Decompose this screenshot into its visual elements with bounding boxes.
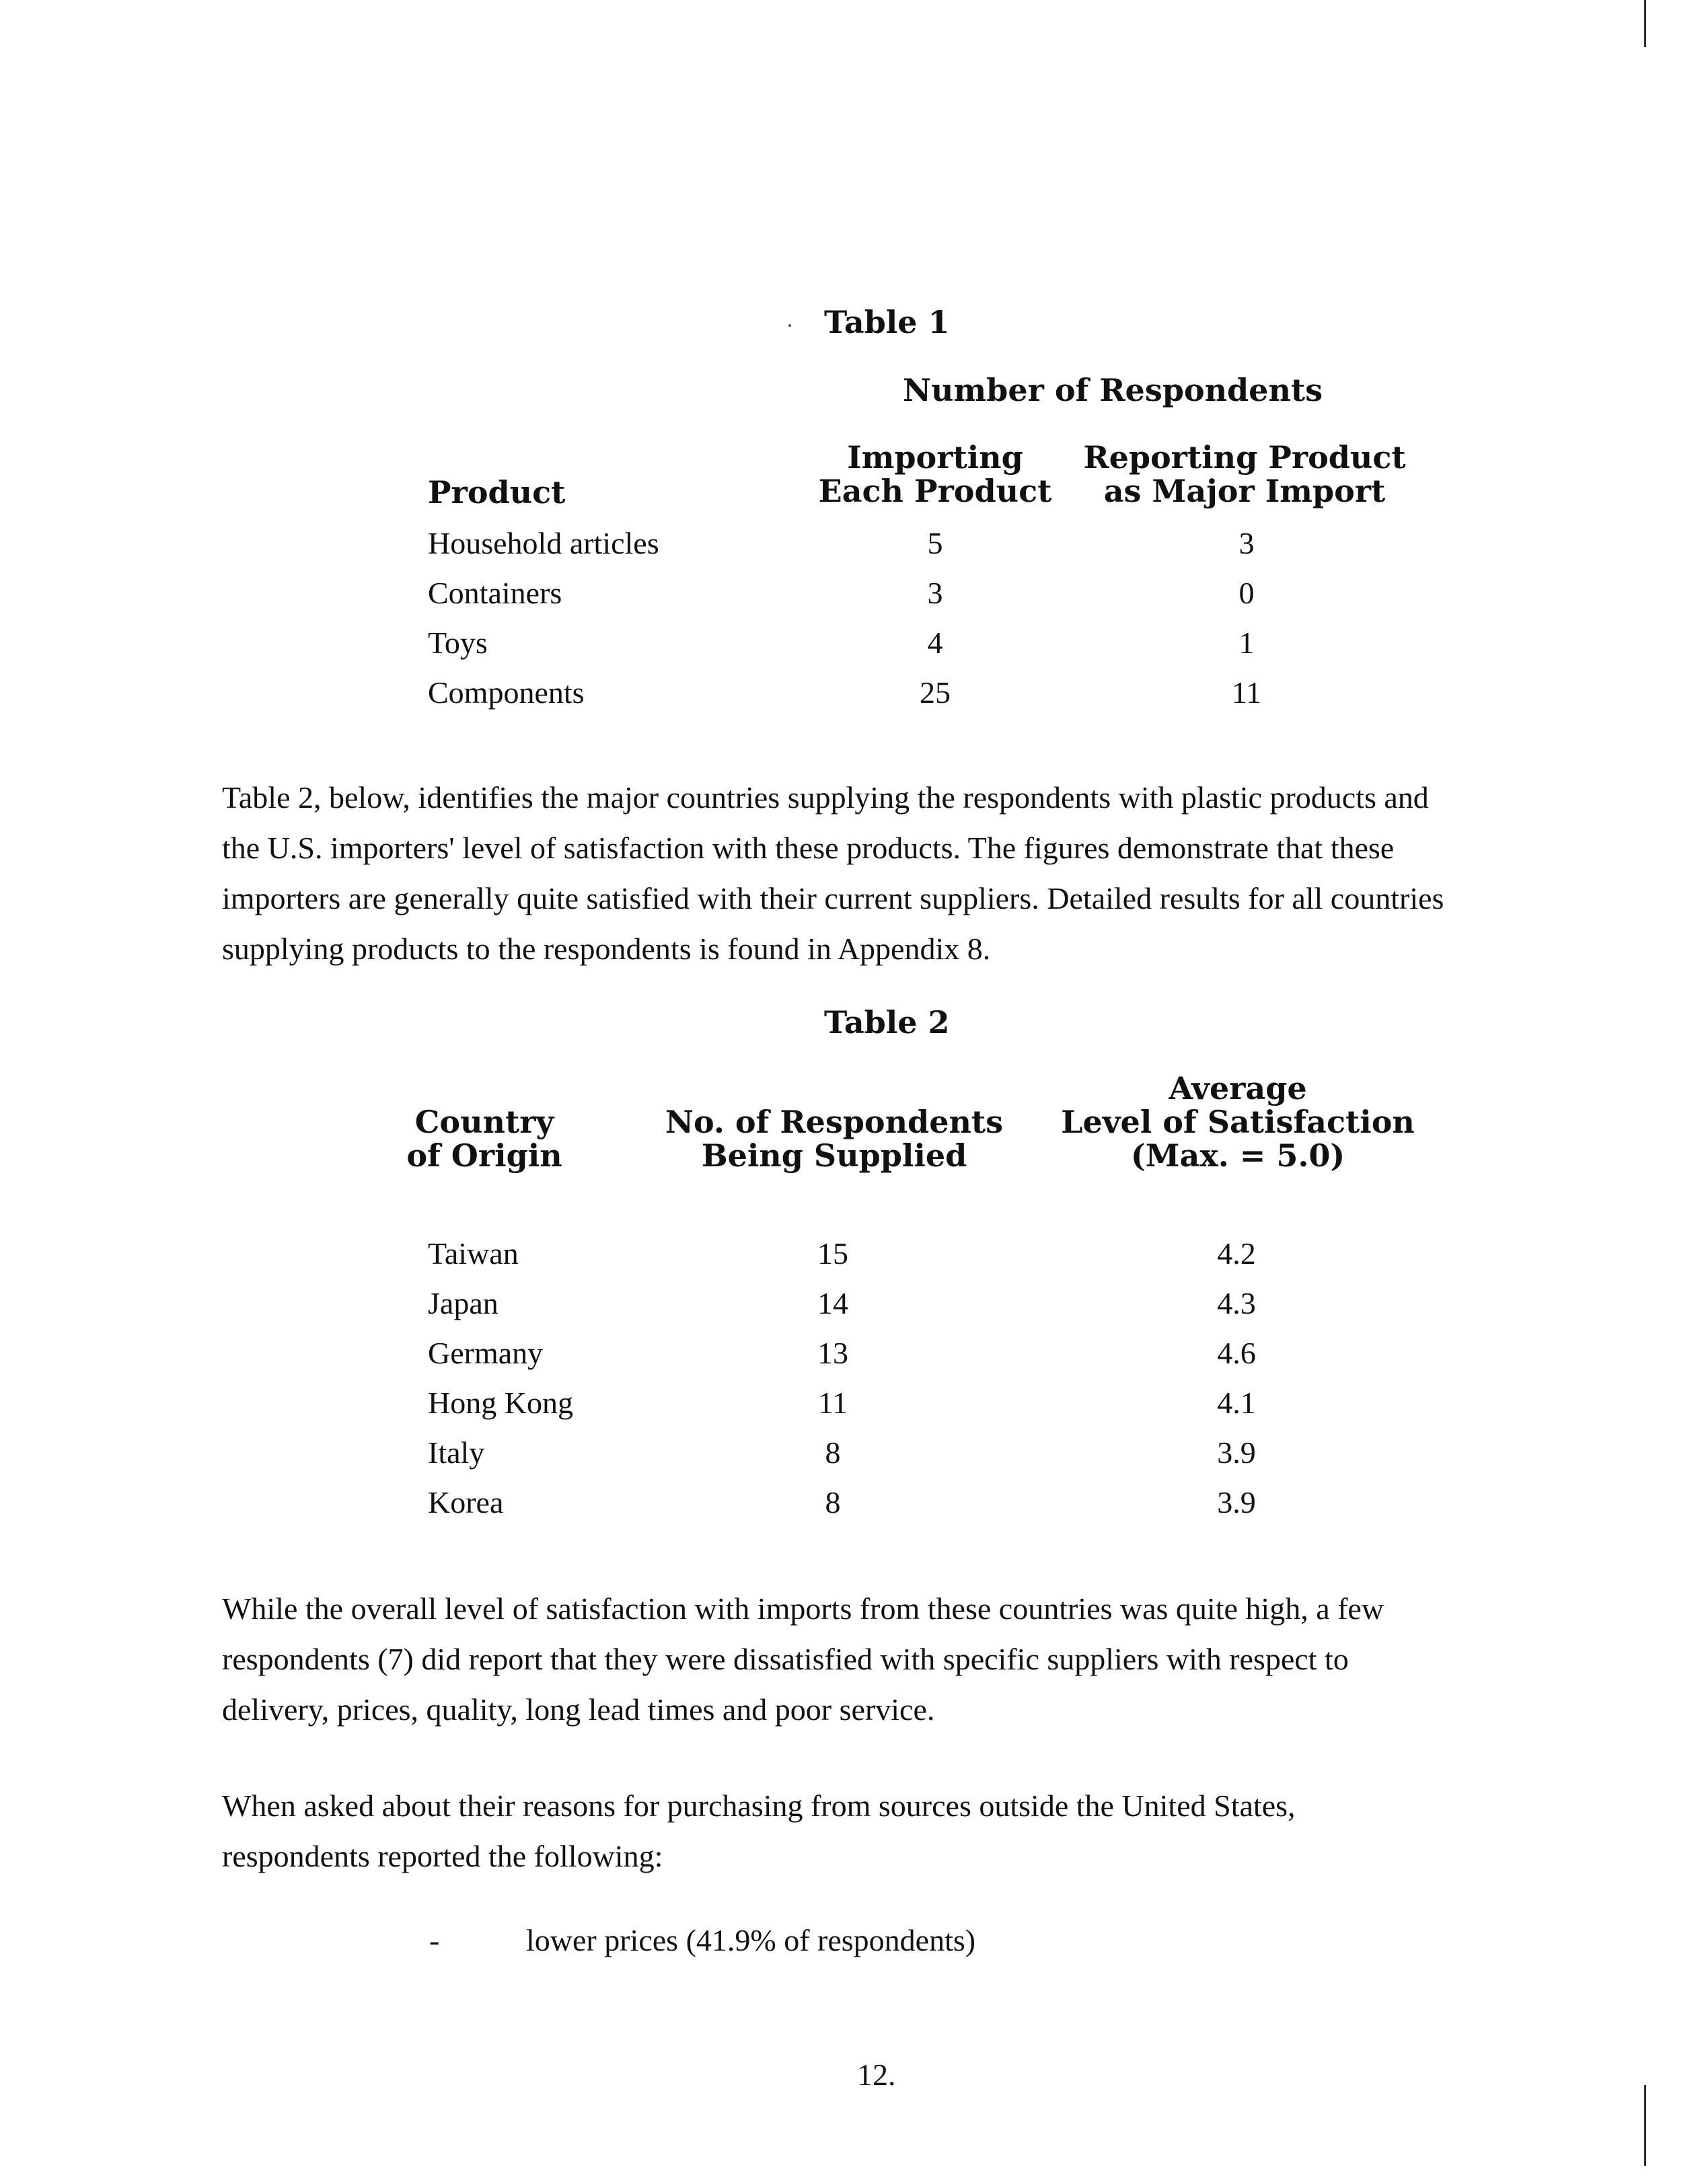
table2-country-cell: Japan [428,1286,498,1320]
paragraph-dissatisfaction [222,1583,1541,1735]
table1-product-cell: Toys [428,626,488,660]
page-number: 12. [857,2058,896,2092]
table2-satisfaction-cell: 4.2 [1217,1236,1256,1271]
table1-importing-cell: 5 [927,526,943,560]
table2-title: Table 2 [824,1004,950,1041]
paragraph-line: importers are generally quite satisfied with their current suppliers. Detailed results for all countries [222,881,1444,915]
table2-header-satisfaction-line1: Average [1169,1070,1307,1106]
table2-country-cell: Taiwan [428,1236,519,1271]
table1-header-importing-line1: Importing [847,439,1023,476]
table2-satisfaction-cell: 3.9 [1217,1485,1256,1519]
table2-respondents-cell: 11 [817,1386,848,1420]
table2-header-country [363,1105,605,1172]
table2-country-cell: Hong Kong [428,1386,573,1420]
scan-edge-mark-top [1644,0,1646,47]
table2-country-cell: Korea [428,1485,504,1519]
paragraph-line: Table 2, below, identifies the major countries supplying the respondents with plastic products and [222,780,1429,815]
table1-product-cell: Components [428,675,585,710]
table2-country-cell: Germany [428,1336,544,1370]
paragraph-line: When asked about their reasons for purchasing from sources outside the United States, [222,1788,1296,1823]
table2-header-satisfaction-line3: (Max. = 5.0) [1130,1137,1345,1174]
table1-importing-cell: 3 [927,576,943,610]
scan-speck [788,324,791,327]
scan-edge-mark-bottom [1644,2085,1646,2166]
table2-header-country-line2: of Origin [406,1137,562,1174]
table1-major-cell: 11 [1231,675,1262,710]
table1-product-cell: Containers [428,576,562,610]
paragraph-table2-intro [222,772,1541,974]
table1-product-cell: Household articles [428,526,659,560]
table1-importing-cell: 25 [920,675,951,710]
table1-header-product: Product [428,474,566,511]
paragraph-reasons [222,1780,1541,1881]
paragraph-line: supplying products to the respondents is found in Appendix 8. [222,932,991,966]
table2-respondents-cell: 14 [817,1286,848,1320]
table2-country-cell: Italy [428,1435,485,1470]
table2-satisfaction-cell: 4.1 [1217,1386,1256,1420]
table2-respondents-cell: 13 [817,1336,848,1370]
table2-satisfaction-cell: 4.6 [1217,1336,1256,1370]
paragraph-line: delivery, prices, quality, long lead times and poor service. [222,1692,935,1727]
table2-respondents-cell: 8 [825,1485,841,1519]
table1-header-importing [794,441,1076,508]
table2-header-respondents-line2: Being Supplied [701,1137,967,1174]
table2-header-country-line1: Country [414,1104,554,1140]
table1-group-header: Number of Respondents [903,372,1323,408]
table2-header-respondents [646,1105,1023,1172]
table1-header-importing-line2: Each Product [818,473,1052,509]
table2-header-satisfaction-line2: Level of Satisfaction [1061,1104,1415,1140]
table2-respondents-cell: 8 [825,1435,841,1470]
paragraph-line: respondents (7) did report that they were dissatisfied with specific suppliers with respect to [222,1642,1349,1676]
table2-satisfaction-cell: 4.3 [1217,1286,1256,1320]
table1-title: Table 1 [824,304,950,340]
table1-header-reporting [1076,441,1413,508]
table2-respondents-cell: 15 [817,1236,848,1271]
table1-major-cell: 0 [1239,576,1255,610]
table1-header-reporting-line1: Reporting Product [1083,439,1406,476]
table1-major-cell: 3 [1239,526,1255,560]
table1-major-cell: 1 [1239,626,1255,660]
bullet-dash: - [429,1923,440,1957]
paragraph-line: the U.S. importers' level of satisfaction with these products. The figures demonstrate that these [222,831,1395,865]
table1-header-reporting-line2: as Major Import [1103,473,1386,509]
table2-header-satisfaction [1049,1071,1426,1172]
table1-importing-cell: 4 [927,626,943,660]
table2-header-respondents-line1: No. of Respondents [665,1104,1004,1140]
table2-satisfaction-cell: 3.9 [1217,1435,1256,1470]
paragraph-line: While the overall level of satisfaction with imports from these countries was quite high, a few [222,1591,1384,1626]
paragraph-line: respondents reported the following: [222,1839,663,1873]
bullet-text: lower prices (41.9% of respondents) [526,1923,976,1957]
